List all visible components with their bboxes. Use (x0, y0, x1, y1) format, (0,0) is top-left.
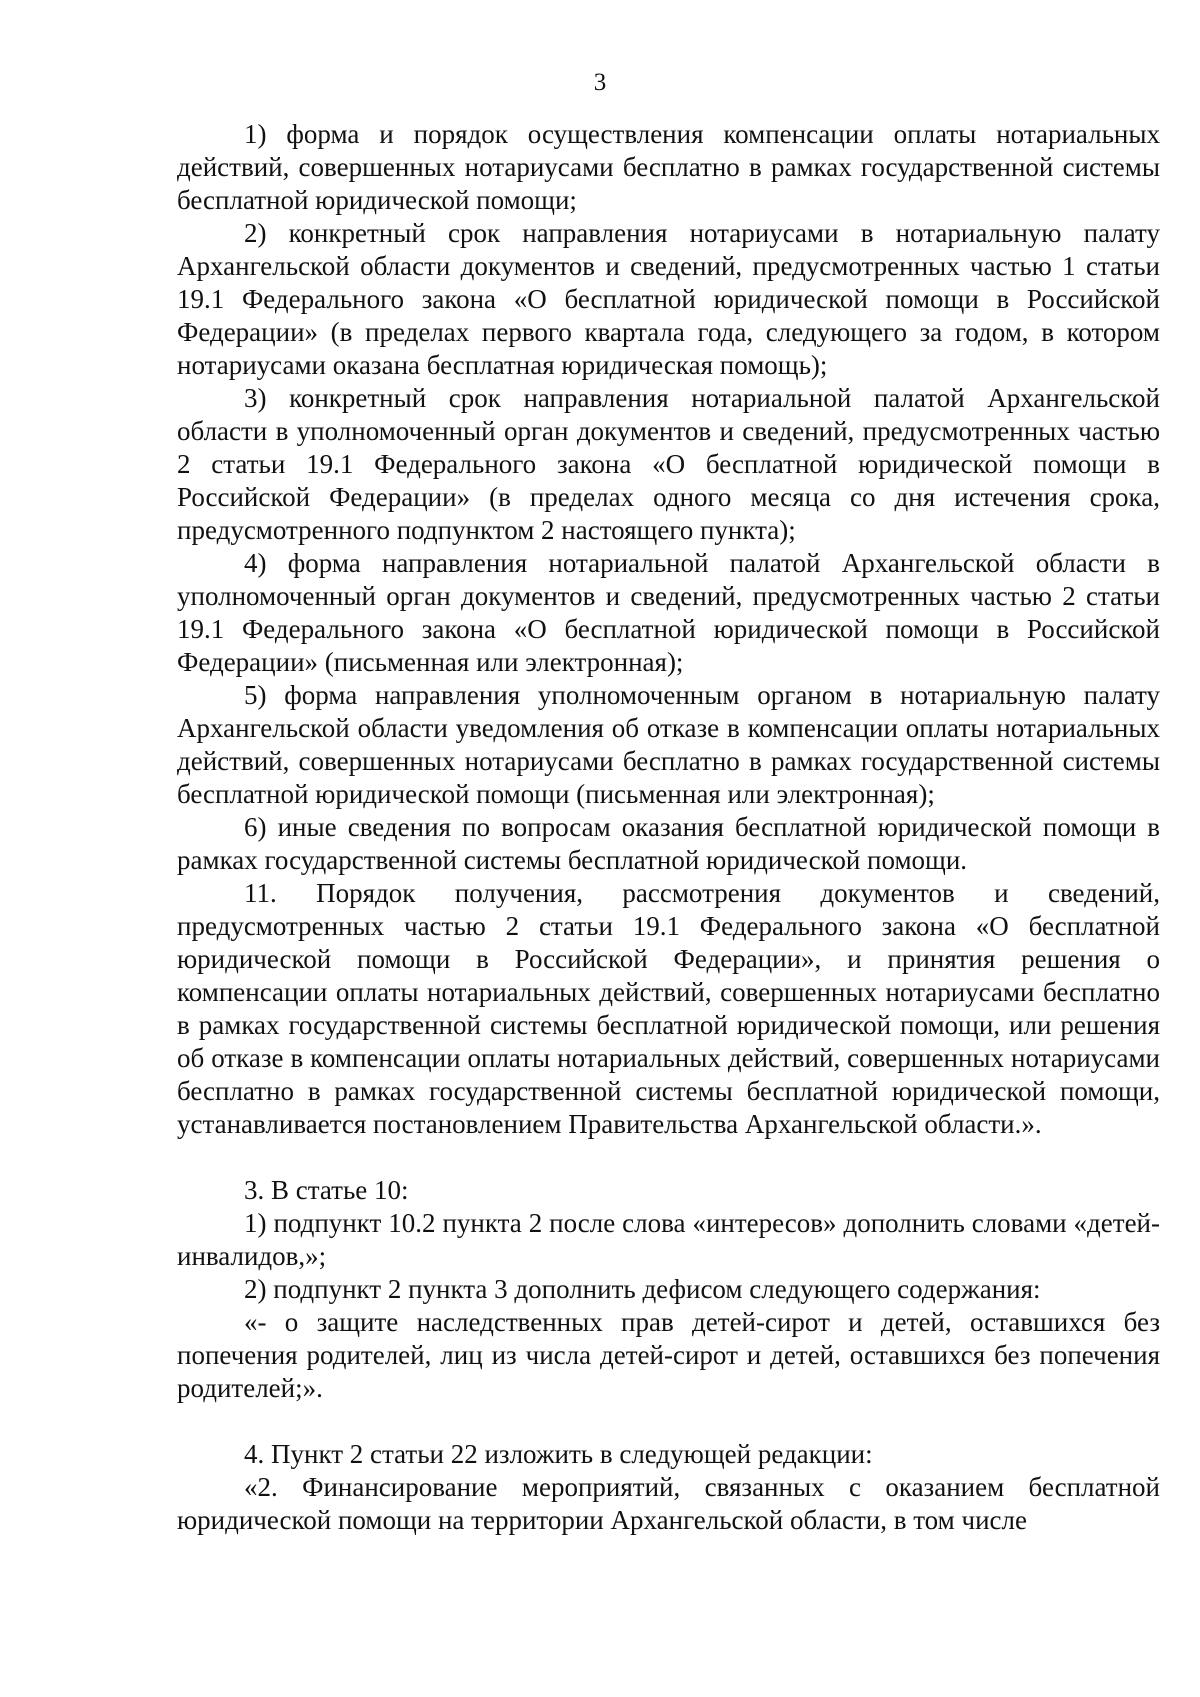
section-spacer (177, 1141, 1160, 1174)
paragraph-quoted-financing: «2. Финансирование мероприятий, связанных с оказанием бесплатной юридической помощи на территории Архангельской области, в том числе (177, 1472, 1160, 1535)
paragraph-subpoint-2: 2) подпункт 2 пункта 3 дополнить дефисом следующего содержания: (244, 1274, 1041, 1304)
section-spacer (177, 1405, 1160, 1438)
page-number: 3 (593, 69, 607, 96)
paragraph-item-2: 2) конкретный срок направления нотариусами в нотариальную палату Архангельской области документов и сведений, предусмотренных частью 1 статьи 19.1 Федерального закона «О бесплатной юридической помощи в Российской Федерации» (в пределах первого квартала года, следующего за годом, в котором нотариусами оказана бесплатная юридическая помощь); (177, 218, 1160, 380)
paragraph-point-11: 11. Порядок получения, рассмотрения документов и сведений, предусмотренных частью 2 статьи 19.1 Федерального закона «О бесплатной юридической помощи в Российской Федерации», и принятия решения о компенсации оплаты нотариальных действий, совершенных нотариусами бесплатно в рамках государственной системы бесплатной юридической помощи, или решения об отказе в компенсации оплаты нотариальных действий, совершенных нотариусами бесплатно в рамках государственной системы бесплатной юридической помощи, устанавливается постановлением Правительства Архангельской области.». (177, 878, 1160, 1139)
paragraph-item-5: 5) форма направления уполномоченным органом в нотариальную палату Архангельской области уведомления об отказе в компенсации оплаты нотариальных действий, совершенных нотариусами бесплатно в рамках государственной системы бесплатной юридической помощи (письменная или электронная); (177, 680, 1160, 809)
paragraph-point-4-heading: 4. Пункт 2 статьи 22 изложить в следующей редакции: (244, 1439, 873, 1469)
document-body (177, 118, 1160, 1537)
paragraph-item-6: 6) иные сведения по вопросам оказания бесплатной юридической помощи в рамках государственной системы бесплатной юридической помощи. (177, 812, 1160, 875)
paragraph-subpoint-1: 1) подпункт 10.2 пункта 2 после слова «интересов» дополнить словами «детей-инвалидов,»; (177, 1208, 1160, 1271)
paragraph-item-4: 4) форма направления нотариальной палатой Архангельской области в уполномоченный орган документов и сведений, предусмотренных частью 2 статьи 19.1 Федерального закона «О бесплатной юридической помощи в Российской Федерации» (письменная или электронная); (177, 548, 1160, 677)
paragraph-point-3-heading: 3. В статье 10: (244, 1175, 409, 1205)
paragraph-item-3: 3) конкретный срок направления нотариальной палатой Архангельской области в уполномоченный орган документов и сведений, предусмотренных частью 2 статьи 19.1 Федерального закона «О бесплатной юридической помощи в Российской Федерации» (в пределах одного месяца со дня истечения срока, предусмотренного подпунктом 2 настоящего пункта); (177, 383, 1160, 545)
paragraph-item-1: 1) форма и порядок осуществления компенсации оплаты нотариальных действий, совершенных нотариусами бесплатно в рамках государственной системы бесплатной юридической помощи; (177, 119, 1160, 215)
paragraph-quoted-dash: «- о защите наследственных прав детей-сирот и детей, оставшихся без попечения родителей, лиц из числа детей-сирот и детей, оставшихся без попечения родителей;». (177, 1307, 1160, 1403)
